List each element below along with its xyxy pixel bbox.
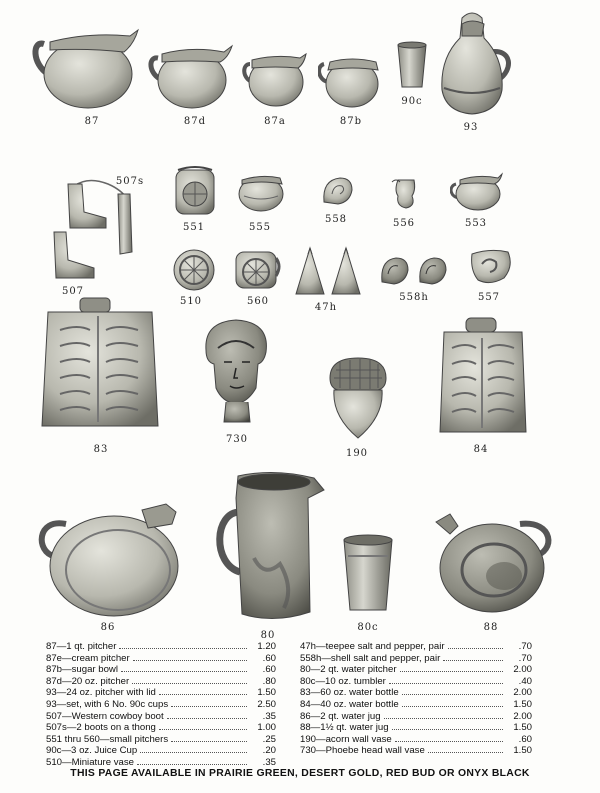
price-row-desc: 87d—20 oz. pitcher [46, 675, 130, 687]
price-row [46, 641, 276, 653]
price-row-desc: 507—Western cowboy boot [46, 710, 164, 722]
label-90c: 90c [401, 96, 423, 107]
price-row-price: .35 [262, 710, 276, 722]
price-row-price: 1.50 [257, 687, 276, 699]
label-47h: 47h [314, 302, 338, 313]
price-row [300, 653, 532, 665]
price-row-desc: 90c—3 oz. Juice Cup [46, 745, 138, 757]
price-row [300, 734, 532, 746]
price-row-leader [384, 718, 503, 719]
price-row [300, 641, 532, 653]
price-row [46, 734, 276, 746]
price-row-price: .70 [518, 641, 532, 652]
price-row-leader [171, 706, 247, 707]
price-row-desc: 87b—sugar bowl [46, 664, 118, 676]
price-row [300, 722, 532, 734]
label-556: 556 [392, 218, 416, 229]
price-row [300, 687, 532, 699]
price-row-price: 1.20 [257, 641, 276, 652]
label-83: 83 [93, 444, 109, 455]
price-row-desc: 83—60 oz. water bottle [300, 687, 399, 699]
price-row-desc: 80—2 qt. water pitcher [300, 664, 397, 676]
label-190: 190 [345, 448, 369, 459]
price-row-price: 2.00 [513, 687, 532, 699]
vase-510-image [172, 248, 216, 292]
label-80: 80 [260, 630, 276, 641]
pitcher-87d-image [148, 40, 234, 110]
pitcher-87-image [30, 22, 140, 112]
pitcher-93-image [438, 8, 514, 116]
price-row [46, 687, 276, 699]
label-88: 88 [483, 622, 499, 633]
water-pitcher-80-image [214, 468, 326, 624]
price-row-price: 1.50 [513, 745, 532, 757]
price-row-leader [443, 660, 503, 661]
price-row-price: .60 [262, 664, 276, 676]
label-507s: 507s [115, 176, 145, 187]
price-row-leader [395, 741, 503, 742]
price-row-price: .60 [262, 652, 276, 664]
price-row-price: .70 [518, 652, 532, 664]
price-row-leader [389, 683, 503, 684]
price-row-desc: 730—Phoebe head wall vase [300, 745, 425, 757]
price-row-leader [140, 752, 247, 753]
price-row-price: .20 [262, 745, 276, 757]
price-row-price: .25 [262, 733, 276, 745]
price-row [46, 745, 276, 757]
price-row-desc: 190—acorn wall vase [300, 733, 392, 745]
price-row-price: .40 [518, 675, 532, 687]
price-row [46, 676, 276, 688]
price-row-price: 2.00 [513, 710, 532, 722]
price-row-leader [119, 648, 247, 649]
acorn-vase-190-image [326, 356, 390, 442]
label-553: 553 [464, 218, 488, 229]
price-row-desc: 507s—2 boots on a thong [46, 722, 156, 734]
pitcher-556-image [390, 176, 420, 210]
label-507: 507 [61, 286, 85, 297]
price-row [46, 699, 276, 711]
label-558h: 558h [399, 292, 429, 303]
pitcher-553-image [450, 170, 504, 212]
price-row-leader [132, 683, 247, 684]
price-row-leader [392, 729, 503, 730]
price-row-desc: 558h—shell salt and pepper, pair [300, 652, 441, 664]
price-row-desc: 93—set, with 6 No. 90c cups [46, 698, 169, 710]
label-557: 557 [477, 292, 501, 303]
price-row-leader [402, 694, 503, 695]
price-row-price: .80 [262, 675, 276, 687]
price-row-desc: 551 thru 560—small pitchers [46, 733, 169, 745]
price-row-leader [171, 741, 247, 742]
price-row-leader [402, 706, 503, 707]
price-row-desc: 80c—10 oz. tumbler [300, 675, 386, 687]
price-row-price: 1.50 [513, 722, 532, 734]
price-row-price: .60 [518, 733, 532, 745]
price-row-price: .35 [262, 756, 276, 768]
pitcher-551-image [172, 164, 218, 216]
label-87d: 87d [183, 116, 207, 127]
price-list-right [300, 641, 532, 757]
price-row-leader [137, 764, 247, 765]
price-row-leader [133, 660, 247, 661]
price-row-desc: 87—1 qt. pitcher [46, 641, 117, 652]
label-93: 93 [463, 122, 479, 133]
pitcher-560-image [232, 246, 282, 292]
price-row-leader [428, 752, 503, 753]
tumbler-80c-image [342, 534, 394, 614]
label-558: 558 [324, 214, 348, 225]
label-555: 555 [248, 222, 272, 233]
price-row [300, 664, 532, 676]
pitcher-555-image [236, 170, 286, 212]
label-510: 510 [179, 296, 203, 307]
water-bottle-84-image [436, 316, 530, 436]
label-80c: 80c [357, 622, 379, 633]
price-row-leader [159, 729, 247, 730]
price-row-desc: 93—24 oz. pitcher with lid [46, 687, 156, 699]
sugar-bowl-87b-image [318, 52, 382, 108]
label-87a: 87a [264, 116, 286, 127]
shell-558-image [320, 174, 354, 208]
price-row-desc: 87e—cream pitcher [46, 652, 130, 664]
price-row-price: 1.50 [513, 698, 532, 710]
price-row [300, 711, 532, 723]
water-jug-86-image [36, 498, 182, 620]
label-87b: 87b [339, 116, 363, 127]
price-row [46, 757, 276, 769]
price-row-leader [400, 671, 503, 672]
label-730: 730 [225, 434, 249, 445]
price-row [46, 653, 276, 665]
pitcher-87a-image [242, 50, 308, 108]
price-row-desc: 47h—teepee salt and pepper, pair [300, 641, 445, 652]
juice-cup-90c-image [396, 41, 428, 89]
water-jug-88-image [434, 510, 556, 614]
price-row-leader [121, 671, 247, 672]
price-row [300, 699, 532, 711]
price-row-price: 2.00 [513, 664, 532, 676]
boots-on-thong-507s-image [48, 176, 144, 286]
label-84: 84 [473, 444, 489, 455]
price-row [46, 722, 276, 734]
price-row [46, 664, 276, 676]
price-row [300, 676, 532, 688]
shell-salt-pepper-558h-image [380, 252, 450, 288]
price-row-leader [167, 718, 247, 719]
price-row-desc: 86—2 qt. water jug [300, 710, 381, 722]
label-86: 86 [100, 622, 116, 633]
water-bottle-83-image [38, 296, 162, 436]
label-87: 87 [84, 116, 100, 127]
price-row-desc: 84—40 oz. water bottle [300, 698, 399, 710]
price-row-price: 1.00 [257, 722, 276, 734]
phoebe-head-vase-730-image [198, 318, 274, 426]
teepee-salt-pepper-47h-image [294, 246, 364, 296]
pitcher-557-image [468, 246, 514, 286]
price-row-desc: 510—Miniature vase [46, 756, 134, 768]
label-551: 551 [182, 222, 206, 233]
availability-footer: THIS PAGE AVAILABLE IN PRAIRIE GREEN, DESERT GOLD, RED BUD OR ONYX BLACK [70, 768, 530, 779]
price-row-leader [448, 648, 503, 649]
price-row-leader [159, 694, 247, 695]
price-row-desc: 88—1½ qt. water jug [300, 722, 389, 734]
price-row [46, 711, 276, 723]
price-row [300, 745, 532, 757]
label-560: 560 [246, 296, 270, 307]
price-row-price: 2.50 [257, 698, 276, 710]
price-list-left [46, 641, 276, 769]
